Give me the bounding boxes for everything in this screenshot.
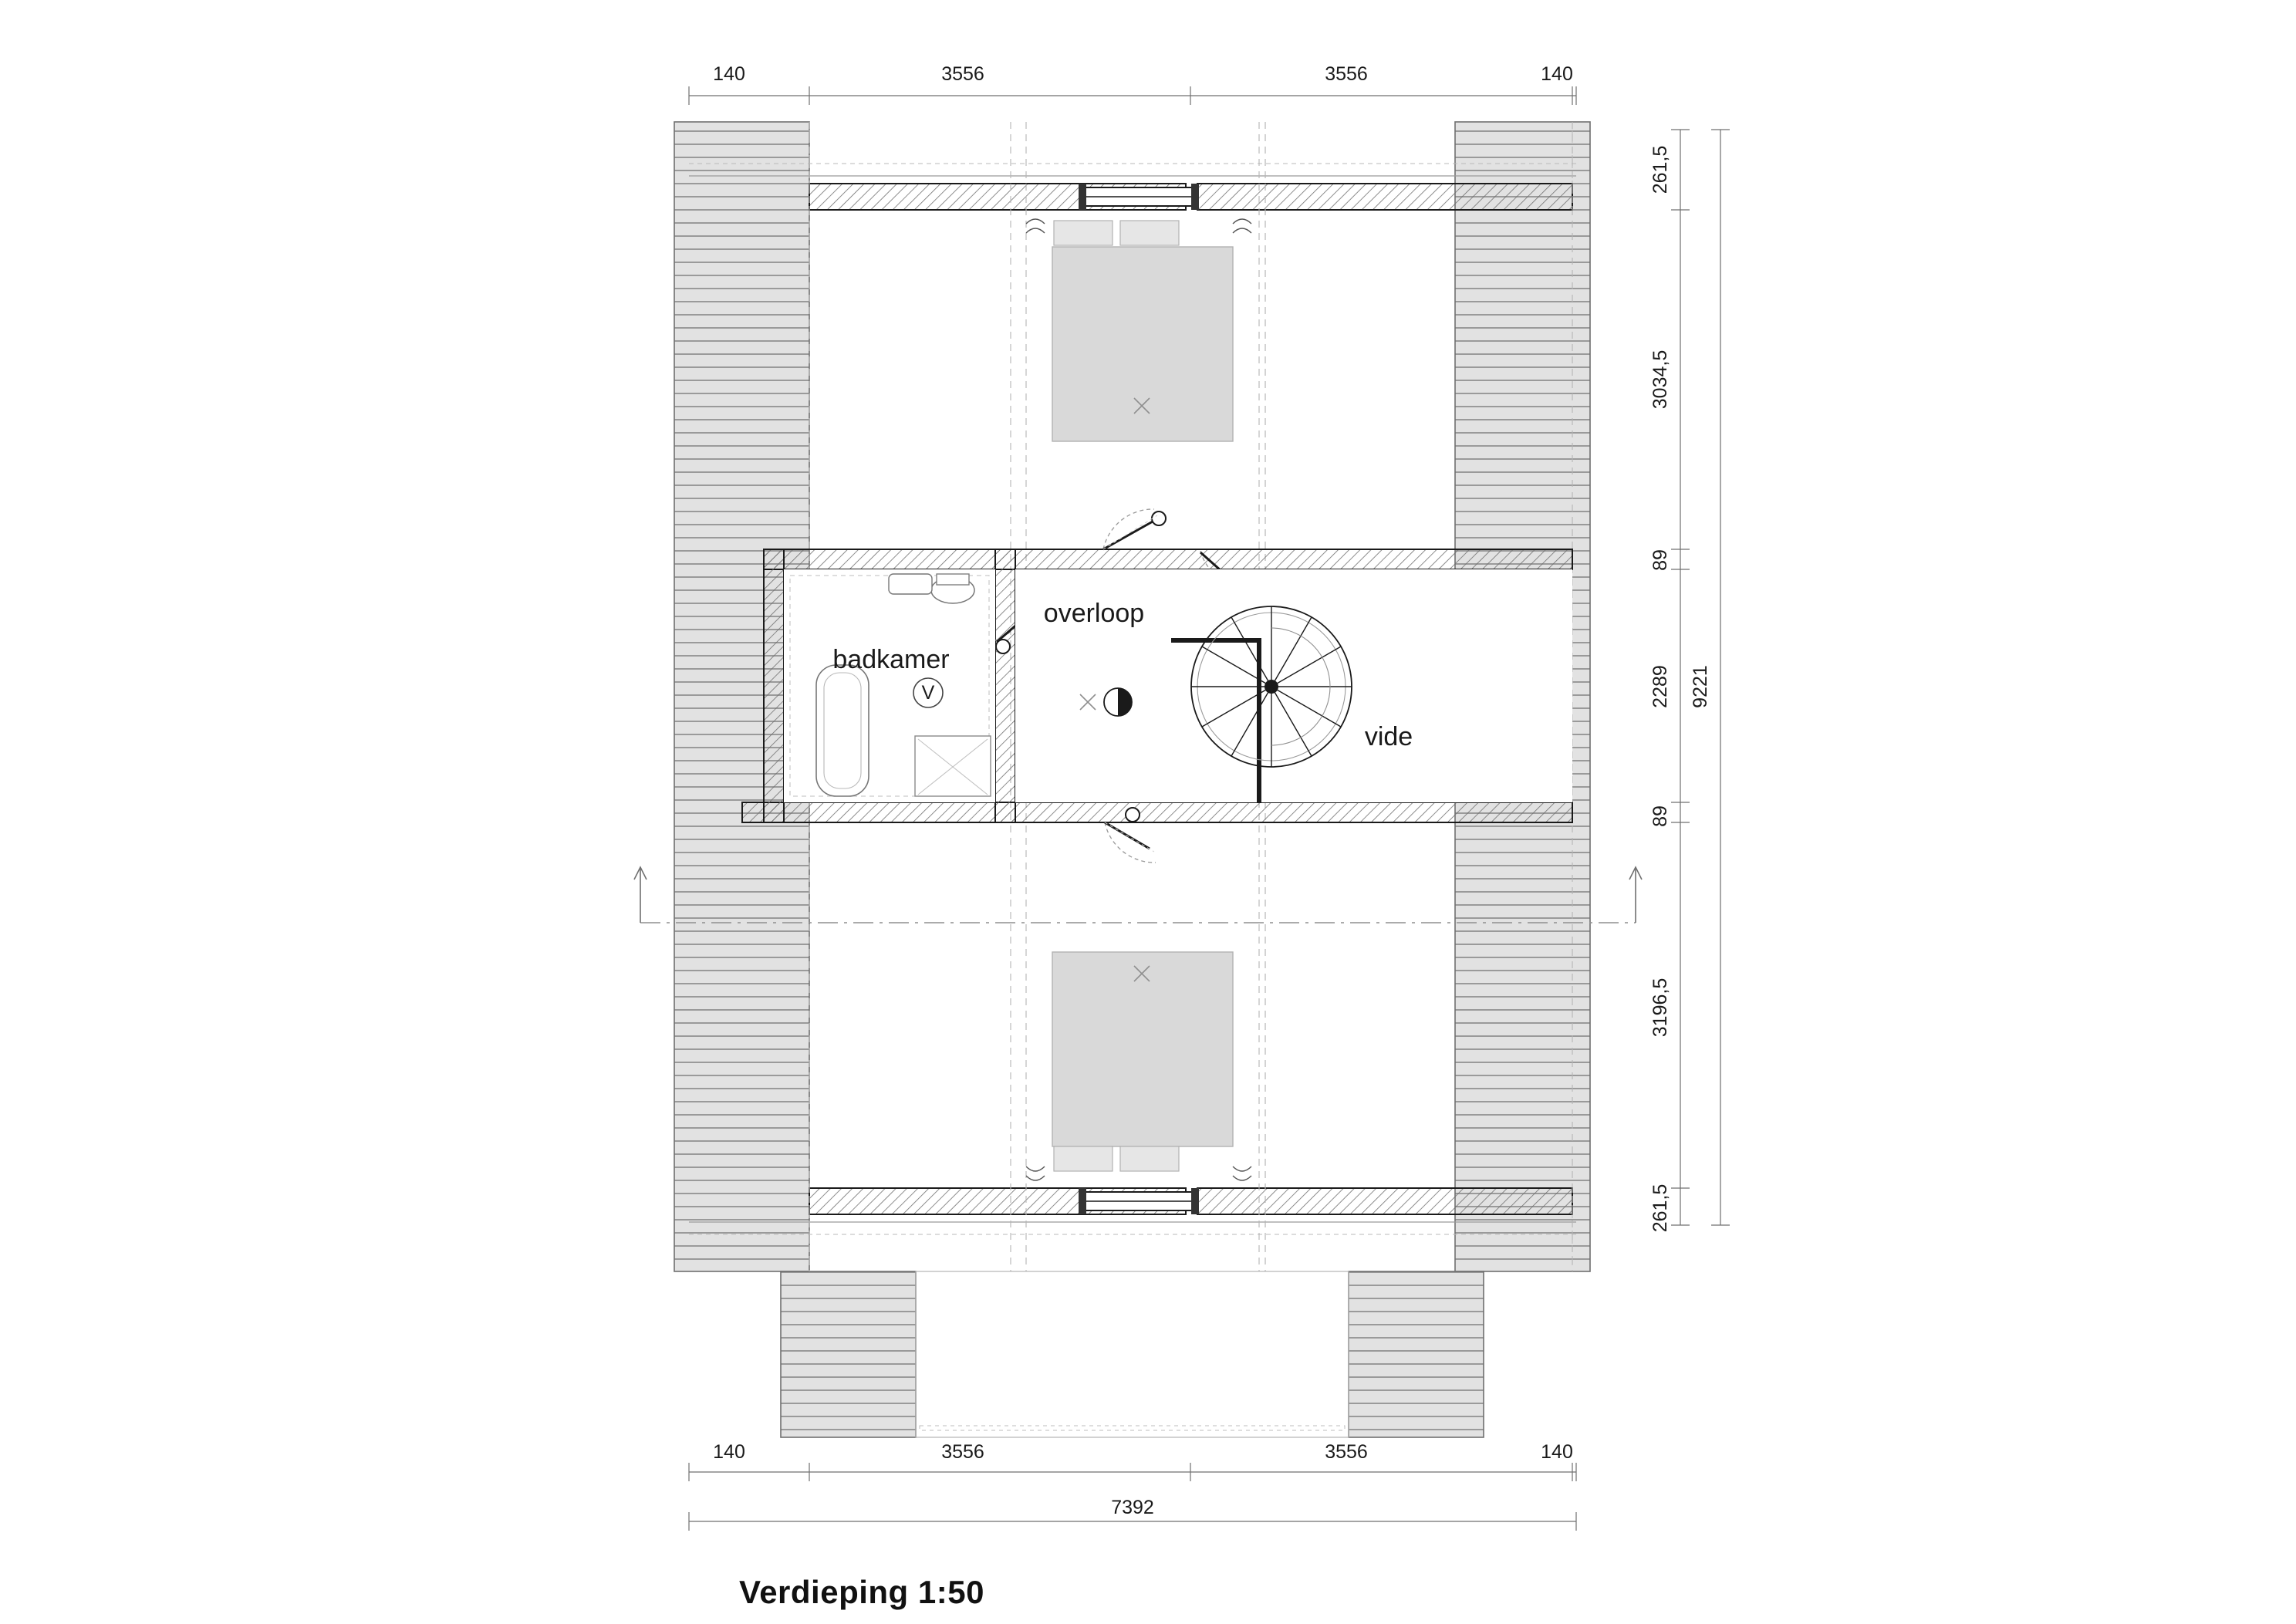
pillow-top-left	[1054, 221, 1113, 245]
dim-top-2: 3556	[941, 63, 984, 85]
drawing-title: Verdieping 1:50	[739, 1574, 984, 1610]
dim-right-7: 261,5	[1649, 1183, 1671, 1233]
room-label-overloop: overloop	[1043, 599, 1145, 628]
window-bottom-jamb-left	[1079, 1188, 1086, 1214]
sink	[889, 574, 932, 594]
dimension-chain-bottom	[689, 1441, 1576, 1531]
wall-pier-left	[781, 1271, 916, 1437]
radiator-top-right	[1233, 219, 1251, 233]
dim-right-total: 9221	[1690, 665, 1711, 708]
dimension-chain-top	[689, 63, 1576, 105]
door-top-hinge	[1152, 512, 1166, 525]
ventilation-symbol-label: V	[921, 682, 935, 704]
radiator-bottom-left	[1026, 1167, 1045, 1180]
room-label-vide: vide	[1364, 722, 1413, 751]
radiator-bottom-right	[1233, 1167, 1251, 1180]
core-wall-bottom	[742, 802, 1572, 822]
wall-top-right-segment	[1197, 184, 1572, 210]
door-bottom-hinge	[1126, 808, 1140, 822]
partition-badkamer-overloop	[995, 549, 1015, 822]
bedroom-bottom	[1026, 952, 1251, 1180]
dim-top-4: 140	[1541, 63, 1573, 85]
core-wall-left	[764, 549, 784, 822]
dim-top-3: 3556	[1325, 63, 1368, 85]
window-bottom-jamb-right	[1191, 1188, 1199, 1214]
dimension-chain-right	[1649, 130, 1730, 1232]
pillow-bottom-left	[1054, 1146, 1113, 1171]
dim-bottom-4: 140	[1541, 1441, 1573, 1463]
bed-bottom	[1052, 952, 1233, 1146]
dim-right-1: 261,5	[1649, 145, 1671, 194]
door-top-leaf	[1103, 522, 1153, 549]
dim-total-bottom: 7392	[1111, 1497, 1154, 1518]
dim-right-6: 3196,5	[1649, 977, 1671, 1038]
toilet-cistern	[937, 574, 969, 585]
pillow-top-right	[1120, 221, 1179, 245]
hatch-access-symbol	[1104, 688, 1132, 716]
pillow-bottom-right	[1120, 1146, 1179, 1171]
wall-bottom	[689, 1188, 1576, 1265]
window-top-jamb-right	[1191, 184, 1199, 210]
door-bottom-arc	[1105, 822, 1156, 863]
door-top-bedroom	[1103, 509, 1166, 549]
wall-bottom-right-segment	[1197, 1188, 1572, 1214]
vide-floor	[1171, 569, 1572, 802]
bedroom-top	[1026, 219, 1251, 441]
shower-tray	[915, 736, 991, 796]
central-core	[742, 509, 1572, 863]
wall-top	[689, 130, 1576, 210]
dim-right-2: 3034,5	[1649, 349, 1671, 410]
dim-right-5: 89	[1649, 805, 1671, 827]
bed-top	[1052, 247, 1233, 441]
dim-bottom-1: 140	[713, 1441, 745, 1463]
dim-bottom-3: 3556	[1325, 1441, 1368, 1463]
wall-pier-right	[1349, 1271, 1484, 1437]
door-top-arc	[1103, 509, 1154, 549]
dim-right-4: 2289	[1649, 665, 1671, 708]
dim-right-3: 89	[1649, 549, 1671, 571]
dim-bottom-2: 3556	[941, 1441, 984, 1463]
door-badkamer-hinge	[996, 640, 1010, 653]
core-wall-top	[764, 549, 1572, 569]
terrace-outline	[916, 1271, 1349, 1437]
terrace-edge-dashed	[920, 1426, 1345, 1430]
section-arrow-left	[634, 867, 647, 923]
dim-top-1: 140	[713, 63, 745, 85]
radiator-top-left	[1026, 219, 1045, 233]
room-label-badkamer: badkamer	[832, 645, 950, 674]
section-arrow-right	[1629, 867, 1642, 923]
bathtub-inner	[824, 673, 861, 788]
window-top-jamb-left	[1079, 184, 1086, 210]
